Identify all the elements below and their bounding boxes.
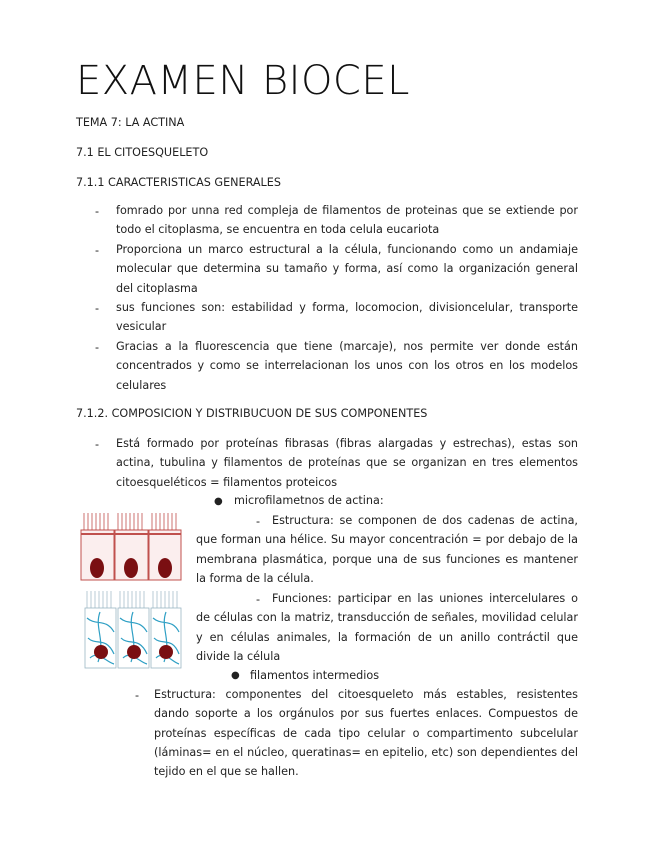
list-dash: -	[95, 244, 100, 257]
nucleus	[90, 558, 104, 578]
general-item-4: Gracias a la fluorescencia que tiene (marcaje), nos permite ver donde están concentrados y como se interrelacionan los unos con los otros en los modelos celulares	[116, 340, 578, 392]
microfilaments-functions: Funciones: participar en las uniones intercelulares o de células con la matriz, transducción de señales, movilidad celular y en células animales, la formación de un anillo contráctil que divide la célula	[196, 592, 578, 663]
list-dash: -	[95, 438, 100, 451]
intermediate-filaments-figure	[84, 588, 182, 670]
list-dash: -	[95, 302, 100, 315]
list-dash: -	[256, 515, 261, 528]
bullet-dot: ●	[231, 670, 240, 681]
general-item-1: fomrado por unna red compleja de filamentos de proteinas que se extiende por todo el citoplasma, se encuentra en toda celula eucariota	[116, 204, 578, 237]
microfilaments-structure: Estructura: se componen de dos cadenas de actina, que forman una hélice. Su mayor concentración = por debajo de la membrana plasmática, porque una de sus funciones es mantener la forma de la célula.	[196, 514, 578, 585]
topic-heading: TEMA 7: LA ACTINA	[76, 116, 185, 129]
nucleus	[159, 645, 173, 659]
nucleus	[158, 558, 172, 578]
nucleus	[127, 645, 141, 659]
section-heading-7-1: 7.1 EL CITOESQUELETO	[76, 146, 209, 159]
list-dash: -	[95, 341, 100, 354]
nucleus	[124, 558, 138, 578]
page-title: EXAMEN BIOCEL	[76, 58, 410, 104]
list-dash: -	[95, 205, 100, 218]
general-item-2: Proporciona un marco estructural a la célula, funcionando como un andamiaje molecular que determina su tamaño y forma, así como la organización general del citoplasma	[116, 243, 578, 295]
general-item-3: sus funciones son: estabilidad y forma, locomocion, divisioncelular, transporte vesicular	[116, 301, 578, 334]
intermediate-filaments-label: filamentos intermedios	[250, 669, 380, 682]
actin-cells-figure	[80, 510, 182, 582]
list-dash: -	[135, 689, 140, 702]
composition-intro: Está formado por proteínas fibrasas (fibras alargadas y estrechas), estas son actina, tubulina y filamentos de proteínas que se organizan en tres elementos citoesqueléticos = filamentos proteicos	[116, 437, 578, 489]
nucleus	[94, 645, 108, 659]
bullet-dot: ●	[214, 496, 223, 507]
list-dash: -	[256, 593, 261, 606]
section-heading-7-1-2: 7.1.2. COMPOSICION Y DISTRIBUCUON DE SUS COMPONENTES	[76, 407, 428, 420]
microfilaments-label: microfilametnos de actina:	[234, 494, 384, 507]
intermediate-filaments-structure: Estructura: componentes del citoesqueleto más estables, resistentes dando soporte a los orgánulos por sus fuertes enlaces. Compuestos de proteínas específicas de cada tipo celular o compartimento subcelular (láminas= en el núcleo, queratinas= en epitelio, etc) son dependientes del tejido en el que se hallen.	[154, 688, 578, 779]
section-heading-7-1-1: 7.1.1 CARACTERISTICAS GENERALES	[76, 176, 281, 189]
